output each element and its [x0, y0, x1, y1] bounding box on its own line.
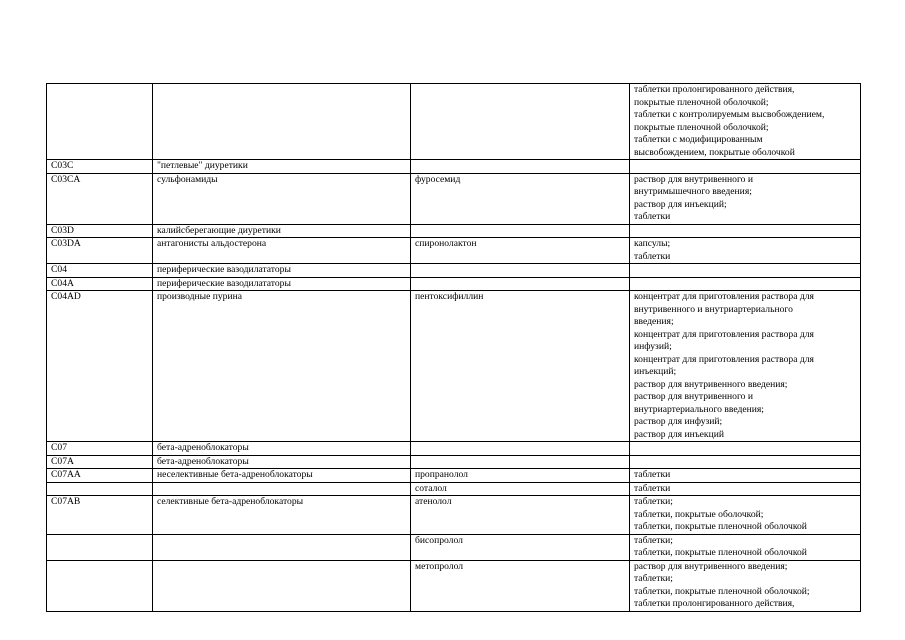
atc-code-cell: C07AB [47, 496, 153, 535]
dosage-form-line: раствор для внутривенного введения; [634, 560, 788, 572]
dosage-form-line: таблетки [634, 469, 671, 480]
atc-code-cell [47, 482, 153, 496]
table-row [47, 264, 861, 278]
dosage-forms-cell [630, 482, 861, 496]
group-name-cell: периферические вазодилататоры [153, 264, 411, 278]
dosage-forms-cell [630, 277, 861, 291]
group-name-cell: производные пурина [153, 291, 411, 442]
dosage-form-line: раствор для инфузий; [634, 416, 723, 427]
drug-name-cell: фуросемид [411, 173, 630, 224]
dosage-form-line: раствор для внутривенного и [634, 391, 753, 402]
table-row [47, 442, 861, 456]
table-row [47, 455, 861, 469]
dosage-form-line: введения; [634, 316, 674, 327]
drug-name-cell [411, 455, 630, 469]
dosage-form-line: таблетки, покрытые оболочкой; [634, 508, 764, 520]
table-row [47, 560, 861, 611]
drug-name-cell [411, 277, 630, 291]
atc-code-cell: C03CA [47, 173, 153, 224]
dosage-form-line: таблетки, покрытые пленочной оболочкой [634, 521, 807, 532]
dosage-forms-cell [630, 534, 861, 560]
drug-name-cell: метопролол [411, 560, 630, 611]
dosage-form-line: инфузий; [634, 341, 672, 352]
dosage-form-line: внутриартериального введения; [634, 403, 764, 415]
table-row [47, 482, 861, 496]
dosage-form-line: таблетки, покрытые пленочной оболочкой [634, 547, 807, 558]
group-name-cell: "петлевые" диуретики [153, 160, 411, 174]
dosage-form-line: раствор для инъекций; [634, 198, 727, 210]
atc-code-cell: C03D [47, 224, 153, 238]
group-name-cell [153, 534, 411, 560]
dosage-form-line: покрытые пленочной оболочкой; [634, 121, 769, 133]
dosage-forms-cell [630, 160, 861, 174]
drug-name-cell [411, 442, 630, 456]
dosage-form-line: концентрат для приготовления раствора для [634, 353, 814, 365]
dosage-form-line: покрытые пленочной оболочкой; [634, 96, 769, 108]
atc-code-cell: C07 [47, 442, 153, 456]
dosage-form-line: раствор для внутривенного введения; [634, 378, 788, 390]
dosage-form-line: раствор для инъекций [634, 428, 724, 440]
dosage-form-line: таблетки; [634, 573, 673, 584]
dosage-form-line: таблетки [634, 250, 671, 262]
dosage-forms-cell [630, 455, 861, 469]
drug-name-cell: бисопролол [411, 534, 630, 560]
dosage-form-line: капсулы; [634, 238, 671, 249]
dosage-forms-cell [630, 291, 861, 442]
table-row [47, 160, 861, 174]
group-name-cell: сульфонамиды [153, 173, 411, 224]
atc-code-cell: C04 [47, 264, 153, 278]
dosage-forms-cell [630, 264, 861, 278]
dosage-form-line: таблетки с модифицированным [634, 134, 763, 145]
dosage-forms-cell [630, 224, 861, 238]
table-row [47, 496, 861, 535]
group-name-cell: бета-адреноблокаторы [153, 455, 411, 469]
dosage-form-line: таблетки пролонгированного действия, [634, 598, 795, 609]
table-row [47, 291, 861, 442]
drug-name-cell: соталол [411, 482, 630, 496]
drug-name-cell: атенолол [411, 496, 630, 535]
atc-code-cell [47, 534, 153, 560]
dosage-form-line: таблетки [634, 482, 671, 494]
group-name-cell [153, 84, 411, 160]
atc-code-cell: C04AD [47, 291, 153, 442]
dosage-form-line: таблетки; [634, 496, 673, 507]
drug-name-cell [411, 84, 630, 160]
dosage-forms-cell [630, 496, 861, 535]
drug-name-cell [411, 160, 630, 174]
atc-code-cell: C07AA [47, 469, 153, 483]
dosage-form-line: внутримышечного введения; [634, 186, 752, 197]
table-row [47, 224, 861, 238]
atc-code-cell [47, 560, 153, 611]
drug-name-cell: пропранолол [411, 469, 630, 483]
dosage-form-line: внутривенного и внутриартериального [634, 303, 793, 315]
drug-name-cell: спиронолактон [411, 238, 630, 264]
dosage-forms-cell [630, 469, 861, 483]
drug-name-cell: пентоксифиллин [411, 291, 630, 442]
table-row [47, 84, 861, 160]
dosage-form-line: концентрат для приготовления раствора для [634, 328, 814, 340]
group-name-cell: калийсберегающие диуретики [153, 224, 411, 238]
atc-code-cell [47, 84, 153, 160]
group-name-cell: антагонисты альдостерона [153, 238, 411, 264]
group-name-cell [153, 560, 411, 611]
group-name-cell: периферические вазодилататоры [153, 277, 411, 291]
dosage-forms-cell [630, 442, 861, 456]
drug-name-cell [411, 264, 630, 278]
drug-classification-table [46, 83, 861, 612]
dosage-form-line: таблетки, покрытые пленочной оболочкой; [634, 585, 810, 597]
table-row [47, 534, 861, 560]
table-row [47, 173, 861, 224]
table-row [47, 277, 861, 291]
atc-code-cell: C07A [47, 455, 153, 469]
dosage-forms-cell [630, 238, 861, 264]
group-name-cell: бета-адреноблокаторы [153, 442, 411, 456]
dosage-form-line: раствор для внутривенного и [634, 173, 753, 185]
atc-code-cell: C04A [47, 277, 153, 291]
dosage-form-line: инъекций; [634, 366, 677, 377]
group-name-cell [153, 482, 411, 496]
atc-code-cell: C03DA [47, 238, 153, 264]
drug-name-cell [411, 224, 630, 238]
table-row [47, 469, 861, 483]
dosage-form-line: таблетки [634, 211, 671, 222]
dosage-forms-cell [630, 173, 861, 224]
dosage-form-line: таблетки пролонгированного действия, [634, 84, 795, 95]
group-name-cell: селективные бета-адреноблокаторы [153, 496, 411, 535]
dosage-form-line: высвобождением, покрытые оболочкой [634, 146, 795, 158]
dosage-form-line: таблетки с контролируемым высвобождением, [634, 109, 825, 120]
dosage-form-line: таблетки; [634, 534, 673, 546]
atc-code-cell: C03C [47, 160, 153, 174]
dosage-forms-cell [630, 84, 861, 160]
table-row [47, 238, 861, 264]
dosage-form-line: концентрат для приготовления раствора для [634, 291, 814, 302]
dosage-forms-cell [630, 560, 861, 611]
table-body [47, 84, 861, 612]
group-name-cell: неселективные бета-адреноблокаторы [153, 469, 411, 483]
